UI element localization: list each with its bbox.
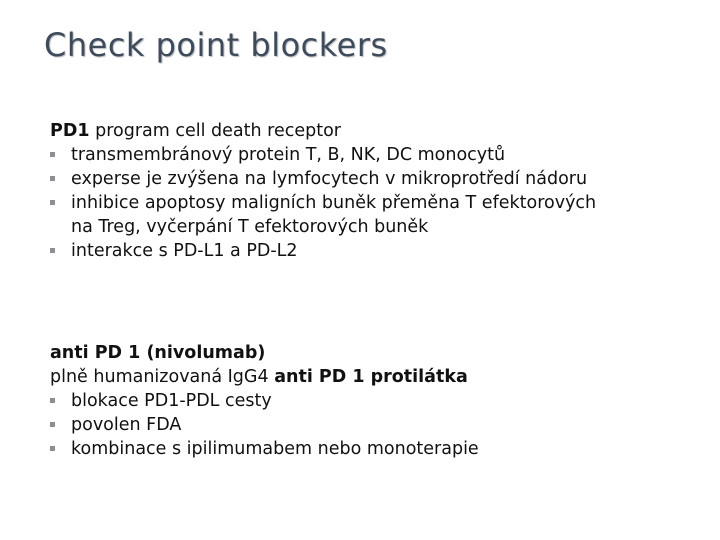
bullet-marker-icon: [50, 176, 55, 181]
pd1-heading-definition: program cell death receptor: [89, 121, 341, 141]
list-item-text: blokace PD1-PDL cesty: [71, 391, 272, 411]
list-item: [50, 413, 690, 437]
list-item: [50, 389, 690, 413]
list-item: [50, 167, 690, 191]
bullet-marker-icon: [50, 248, 55, 253]
list-item: [50, 437, 690, 461]
list-item-text: interakce s PD-L1 a PD-L2: [71, 241, 298, 261]
list-item-text: experse je zvýšena na lymfocytech v mikroprotředí nádoru: [71, 169, 588, 189]
list-item-text: transmembránový protein T, B, NK, DC monocytů: [71, 145, 506, 165]
antibody-type: plně humanizovaná IgG4: [50, 367, 275, 387]
pd1-heading: [50, 119, 690, 143]
list-item: [50, 239, 690, 263]
list-item-text: povolen FDA: [71, 415, 182, 435]
anti-pd1-section: [50, 341, 690, 461]
list-item-text: kombinace s ipilimumabem nebo monoterapie: [71, 439, 479, 459]
pd1-heading-term: PD1: [50, 121, 90, 141]
bullet-marker-icon: [50, 152, 55, 157]
bullet-marker-icon: [50, 422, 55, 427]
bullet-marker-icon: [50, 398, 55, 403]
antibody-name: anti PD 1 protilátka: [274, 367, 468, 387]
pd1-section: [50, 119, 690, 263]
list-item-text-continuation: na Treg, vyčerpání T efektorových buněk: [71, 217, 429, 237]
list-item: [50, 191, 690, 239]
bullet-marker-icon: [50, 200, 55, 205]
list-item: [50, 143, 690, 167]
antibody-description: [50, 365, 690, 389]
slide-title: Check point blockers: [44, 26, 388, 64]
list-item-text: inhibice apoptosy maligních buněk přeměna T efektorových: [71, 193, 597, 213]
bullet-marker-icon: [50, 446, 55, 451]
anti-pd1-heading: anti PD 1 (nivolumab): [50, 343, 266, 363]
